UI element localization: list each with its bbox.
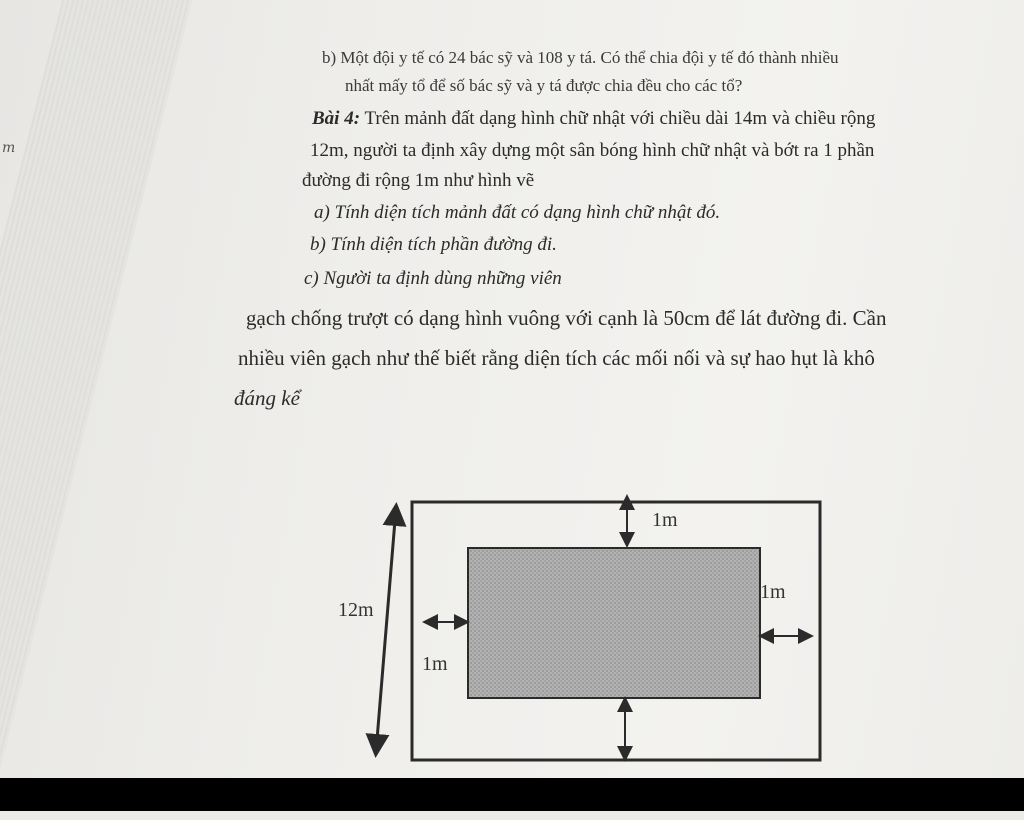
bai4-part-b: b) Tính diện tích phần đường đi. [310, 234, 557, 255]
label-left-1m: 1m [422, 653, 448, 675]
bai4-line3: đường đi rộng 1m như hình vẽ [302, 170, 535, 191]
bai4-label: Bài 4: [312, 108, 361, 129]
bai4-cont2: nhiều viên gạch như thế biết rằng diện tích các mối nối và sự hao hụt là khô [238, 346, 875, 370]
problem-b-line2: nhất mấy tổ để số bác sỹ và y tá được chia đều cho các tổ? [345, 76, 743, 95]
label-top-1m: 1m [652, 509, 678, 531]
bai4-cont3: đáng kể [234, 386, 300, 410]
field-diagram [330, 490, 830, 770]
bai4-line1 [312, 108, 875, 130]
margin-strip [0, 0, 192, 820]
bottom-black-bar [0, 778, 1024, 811]
sports-field [468, 548, 760, 698]
bai4-part-a: a) Tính diện tích mảnh đất có dạng hình chữ nhật đó. [314, 202, 721, 223]
arrow-12m [376, 508, 396, 752]
bai4-part-c: c) Người ta định dùng những viên [304, 268, 562, 289]
bai4-line1-text: Trên mảnh đất dạng hình chữ nhật với chiều dài 14m và chiều rộng [364, 108, 876, 129]
problem-b-line1: b) Một đội y tế có 24 bác sỹ và 108 y tá. Có thể chia đội y tế đó thành nhiều [322, 48, 839, 67]
label-right-1m: 1m [760, 581, 786, 603]
left-margin-fragment: m [2, 140, 16, 156]
label-12m: 12m [338, 599, 374, 621]
bai4-cont1: gạch chống trượt có dạng hình vuông với cạnh là 50cm để lát đường đi. Cần [246, 306, 887, 330]
bai4-line2: 12m, người ta định xây dựng một sân bóng hình chữ nhật và bớt ra 1 phần [310, 140, 875, 161]
